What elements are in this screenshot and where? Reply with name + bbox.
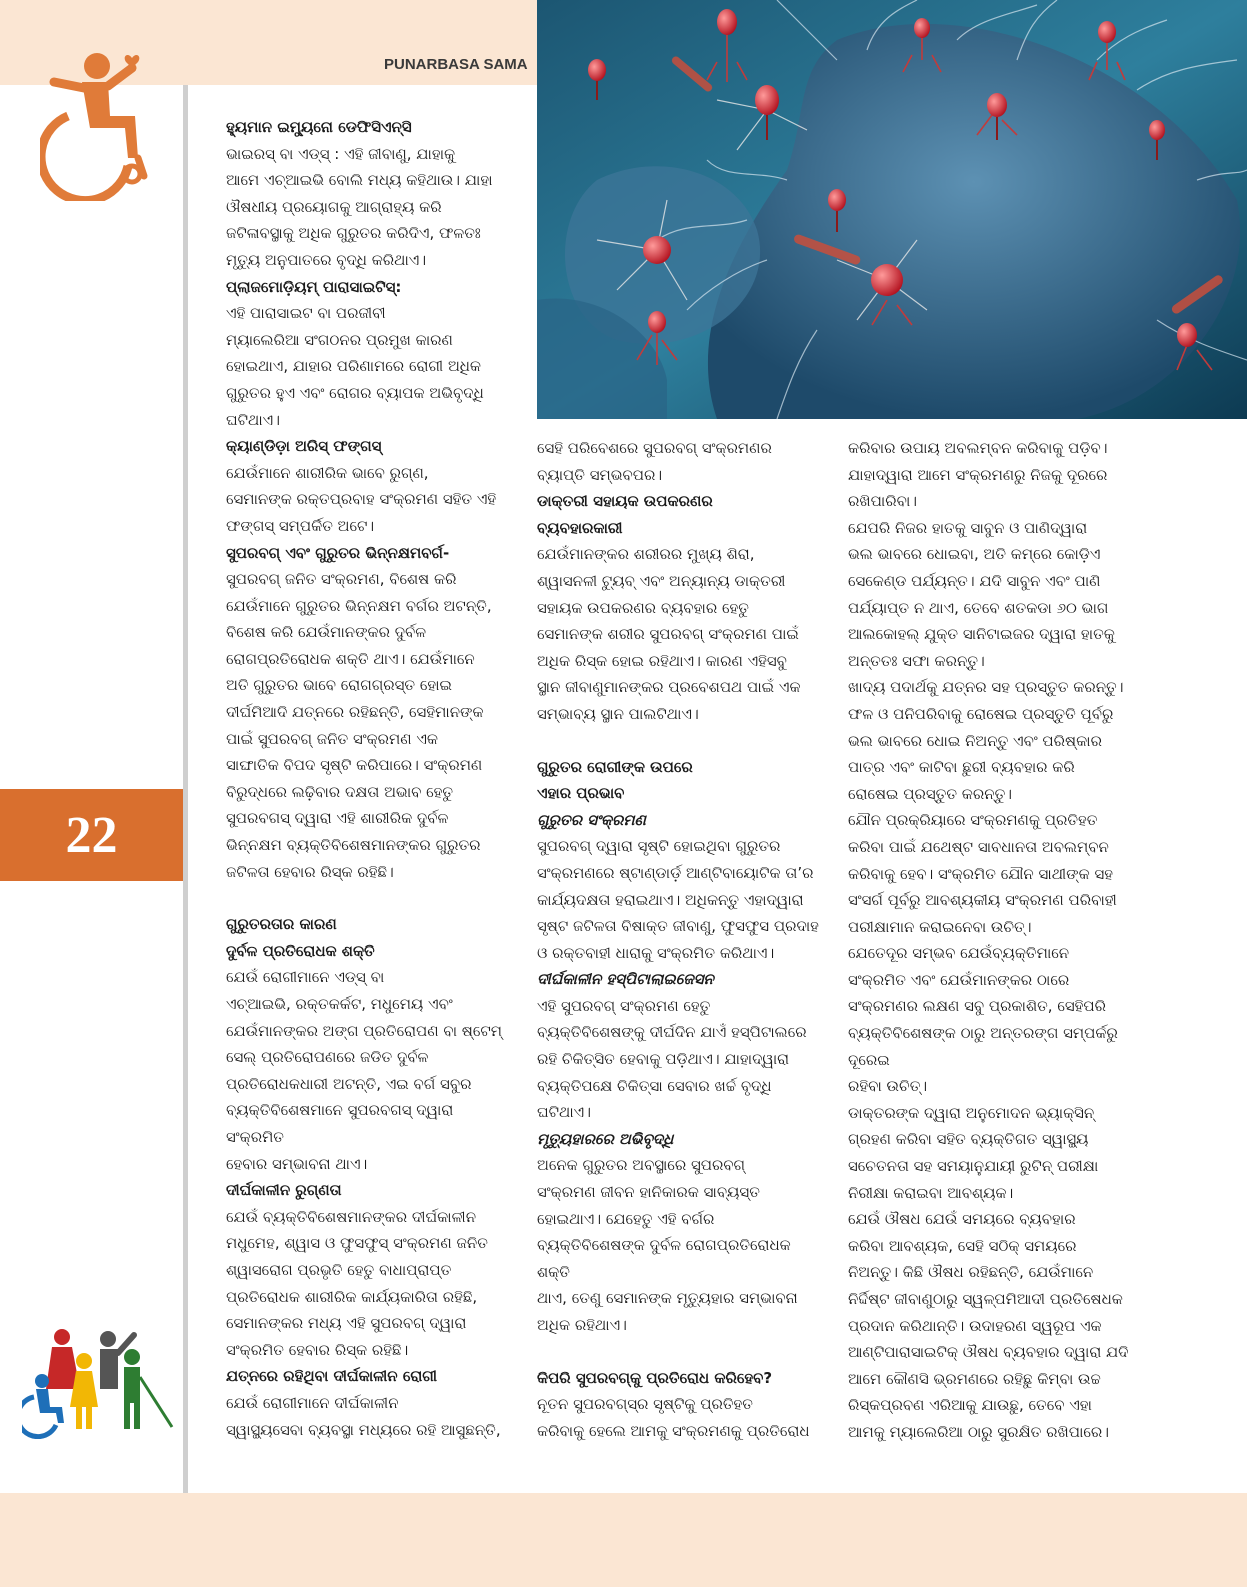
paragraph-gap: [537, 1339, 825, 1365]
text-line: ମୃତ୍ୟୁ ଅନୁପାତରେ ବୃଦ୍ଧି କରିଥାଏ।: [226, 250, 427, 269]
text-line: ଯେଉଁ ଔଷଧ ଯେଉଁ ସମୟରେ ବ୍ୟବହାର: [848, 1210, 1076, 1229]
text-line: ବ୍ୟକ୍ତିବିଶେଷଙ୍କ ଦୁର୍ବଳ ରୋଗପ୍ରତିରୋଧକ ଶକ୍ତି: [537, 1236, 791, 1281]
text-line: ରୋଷେଇ ପ୍ରସ୍ତୁତ କରନ୍ତୁ।: [848, 784, 1013, 803]
text-line: ସଂକ୍ରମଣରେ ଷ୍ଟାଣ୍ଡାର୍ଡ଼ ଆଣ୍ଟିବାୟୋଟିକ ତା’ର: [537, 863, 814, 882]
left-rule: [183, 85, 188, 1493]
text-line: ସହାୟକ ଉପକରଣର ବ୍ୟବହାର ହେତୁ: [537, 598, 749, 617]
text-line: ସଂକ୍ରମିତ ଏବଂ ଯେଉଁମାନଙ୍କର ଠାରେ: [848, 970, 1070, 989]
text-line: ଘଟିଥାଏ।: [537, 1103, 591, 1122]
subheading: ଦୁର୍ବଳ ପ୍ରତିରୋଧକ ଶକ୍ତି: [226, 941, 375, 960]
text-line: ପରୀକ୍ଷାମାନ କରାଇନେବା ଉଚିତ୍।: [848, 917, 1032, 936]
text-line: ପ୍ରଦାନ କରିଥାନ୍ତି। ଉଦାହରଣ ସ୍ୱରୂପ ଏକ: [848, 1316, 1102, 1335]
text-line: ଔଷଧୀୟ ପ୍ରୟୋଗକୁ ଆଗ୍ରାହ୍ୟ କରି: [226, 197, 442, 216]
text-line: ବିଶେଷ କରି ଯେଉଁମାନଙ୍କର ଦୁର୍ବଳ: [226, 623, 427, 642]
text-line: ଯେଉଁମାନେ ଗୁରୁତର ଭିନ୍ନକ୍ଷମ ବର୍ଗର ଅଟନ୍ତି,: [226, 596, 492, 615]
text-line: ଆମକୁ ମ୍ୟାଲେରିଆ ଠାରୁ ସୁରକ୍ଷିତ ରଖିପାରେ।: [848, 1422, 1109, 1441]
text-line: ଯେଉଁମାନେ ଶାରୀରିକ ଭାବେ ରୁଗ୍ଣ,: [226, 463, 429, 482]
text-line: ପର୍ଯ୍ୟାପ୍ତ ନ ଥାଏ, ତେବେ ଶତକଡା ୬୦ ଭାଗ: [848, 598, 1109, 617]
page-number: 22: [65, 806, 118, 864]
text-line: ଶ୍ୱାସରୋଗ ପ୍ରଭୃତି ହେତୁ ବାଧାପ୍ରାପ୍ତ: [226, 1260, 452, 1279]
wheelchair-icon: [40, 46, 160, 201]
subheading: ପ୍ଲାଜମୋଡ଼ିୟମ୍ ପାରାସାଇଟିସ୍:: [226, 277, 402, 296]
text-line: ରିସ୍କପ୍ରବଣ ଏରିଆକୁ ଯାଉଛୁ, ତେବେ ଏହା: [848, 1396, 1092, 1415]
text-line: ଓ ରକ୍ତବାହୀ ଧାରାକୁ ସଂକ୍ରମିତ କରିଥାଏ।: [537, 943, 775, 962]
subheading: ସୁପରବଗ୍ ଏବଂ ଗୁରୁତର ଭିନ୍ନକ୍ଷମବର୍ଗ-: [226, 543, 450, 562]
text-line: ଘଟିଥାଏ।: [226, 410, 280, 429]
text-line: କରିବାକୁ ହେବ। ସଂକ୍ରମିତ ଯୌନ ସାଥୀଙ୍କ ସହ: [848, 864, 1113, 883]
column-3: [848, 435, 1138, 1446]
text-line: ନିରୀକ୍ଷା କରାଇବା ଆବଶ୍ୟକ।: [848, 1183, 1014, 1202]
text-line: ଆଲକୋହଲ୍ ଯୁକ୍ତ ସାନିଟାଇଜର ଦ୍ୱାରା ହାତକୁ: [848, 625, 1115, 644]
text-line: ଭିନ୍ନକ୍ଷମ ବ୍ୟକ୍ତିବିଶେଷମାନଙ୍କର ଗୁରୁତର: [226, 836, 481, 855]
text-line: ଭଲ ଭାବରେ ଧୋଇବା, ଅତି କମ୍‌ରେ କୋଡ଼ିଏ: [848, 545, 1101, 564]
text-line: ସ୍ଥାନ ଜୀବାଣୁମାନଙ୍କର ପ୍ରବେଶପଥ ପାଇଁ ଏକ: [537, 678, 801, 697]
text-line: ଏହି ପାରାସାଇଟ ବା ପରଜୀବୀ: [226, 304, 386, 323]
text-line: ଅନ୍ତତଃ ସଫା କରନ୍ତୁ।: [848, 651, 985, 670]
text-line: ଏଚ୍ଆଇଭି, ରକ୍ତକର୍କଟ, ମଧୁମେୟ ଏବଂ: [226, 995, 453, 1013]
text-line: ନିର୍ଦ୍ଦିଷ୍ଟ ଜୀବାଣୁଠାରୁ ସ୍ୱଳ୍ପମିଆଦୀ ପ୍ରତିଷେଧକ: [848, 1290, 1123, 1308]
text-line: ରହିବା ଉଚିତ୍।: [848, 1077, 928, 1096]
text-line: ସୃଷ୍ଟ ଜଟିଳତା ବିଷାକ୍ତ ଜୀବାଣୁ, ଫୁସଫୁସ ପ୍ରଦାହ: [537, 917, 819, 936]
subheading: ହ୍ୟୁମାନ ଇମ୍ୟୁନୋ ଡେଫିସିଏନ୍ସି: [226, 118, 412, 136]
text-line: ସୁପରବଗ୍ ଦ୍ୱାରା ସୃଷ୍ଟି ହୋଇଥିବା ଗୁରୁତର: [537, 837, 781, 856]
text-line: ଗୁରୁତର ହୁଏ ଏବଂ ରୋଗର ବ୍ୟାପକ ଅଭିବୃଦ୍ଧି: [226, 383, 484, 402]
text-line: ଯେଉଁ ବ୍ୟକ୍ତିବିଶେଷମାନଙ୍କର ଦୀର୍ଘକାଳୀନ: [226, 1207, 477, 1226]
bacteriophage-image: [537, 0, 1247, 419]
text-line: ସୁପରବଗ୍ ଜନିତ ସଂକ୍ରମଣ, ବିଶେଷ କରି: [226, 570, 457, 589]
text-line: ଯେଉଁମାନଙ୍କର ଅଙ୍ଗ ପ୍ରତିରୋପଣ ବା ଷ୍ଟେମ୍: [226, 1021, 502, 1040]
subheading: ଡାକ୍ତରୀ ସହାୟକ ଉପକରଣର: [537, 492, 713, 511]
text-line: ସଂକ୍ରମଣର ଲକ୍ଷଣ ସବୁ ପ୍ରକାଶିତ, ସେହିପରି: [848, 997, 1106, 1016]
text-line: ନୂତନ ସୁପରବଗ୍‌ସ୍‌ର ସୃଷ୍ଟିକୁ ପ୍ରତିହତ: [537, 1395, 753, 1414]
text-line: ଅନେକ ଗୁରୁତର ଅବସ୍ଥାରେ ସୁପରବଗ୍: [537, 1156, 746, 1175]
text-line: ସଂସର୍ଗ ପୂର୍ବରୁ ଆବଶ୍ୟକୀୟ ସଂକ୍ରମଣ ପରିବାହୀ: [848, 891, 1117, 910]
text-line: ସୁପରବଗସ୍ ଦ୍ୱାରା ଏହି ଶାରୀରିକ ଦୁର୍ବଳ: [226, 809, 449, 828]
text-line: ବ୍ୟାପ୍ତି ସମ୍ଭବପର।: [537, 465, 663, 484]
text-line: ସଚେତନତା ସହ ସମୟାନୁଯାୟୀ ରୁଟିନ୍ ପରୀକ୍ଷା: [848, 1157, 1099, 1176]
text-line: ଆମେ ଏଚ୍ଆଇଭି ବୋଲି ମଧ୍ୟ କହିଥାଉ। ଯାହା: [226, 171, 493, 190]
column-2: [537, 435, 825, 1444]
text-line: ସମ୍ଭାବ୍ୟ ସ୍ଥାନ ପାଲଟିଥାଏ।: [537, 704, 699, 723]
text-line: ସ୍ୱାସ୍ଥ୍ୟସେବା ବ୍ୟବସ୍ଥା ମଧ୍ୟରେ ରହି ଆସୁଛନ୍ତି,: [226, 1420, 501, 1439]
text-line: ମ୍ୟାଲେରିଆ ସଂଗଠନର ପ୍ରମୁଖ କାରଣ: [226, 330, 453, 349]
text-line: ଆମେ କୌଣସି ଭ୍ରମଣରେ ରହିଛୁ କିମ୍ବା ଉଚ୍ଚ: [848, 1369, 1101, 1388]
subheading: ମୃତ୍ୟୁହାରରେ ଅଭିବୃଦ୍ଧି: [537, 1129, 674, 1148]
text-line: ଭଲ ଭାବରେ ଧୋଇ ନିଅନ୍ତୁ ଏବଂ ପରିଷ୍କାର: [848, 731, 1102, 750]
subheading: ଗୁରୁତରତାର କାରଣ: [226, 915, 337, 934]
text-line: ସେଲ୍ ପ୍ରତିରୋପଣରେ ଜଡିତ ଦୁର୍ବଳ: [226, 1048, 429, 1067]
text-line: ଯେଉଁ ରୋଗୀମାନେ ଦୀର୍ଘକାଳୀନ: [226, 1393, 399, 1412]
text-line: ପାଇଁ ସୁପରବଗ୍ ଜନିତ ସଂକ୍ରମଣ ଏକ: [226, 729, 438, 748]
page-number-box: [0, 789, 183, 881]
footer-band: [0, 1493, 1247, 1587]
text-line: ସେକେଣ୍ଡ ପର୍ଯ୍ୟନ୍ତ। ଯଦି ସାବୁନ ଏବଂ ପାଣି: [848, 571, 1101, 590]
text-line: ଯେପରି ନିଜର ହାତକୁ ସାବୁନ ଓ ପାଣିଦ୍ୱାରା: [848, 518, 1088, 537]
text-line: କାର୍ଯ୍ୟଦକ୍ଷତା ହରାଇଥାଏ। ଅଧିକନ୍ତୁ ଏହାଦ୍ୱାରା: [537, 890, 804, 909]
text-line: ଆଣ୍ଟିପାରାସାଇଟିକ୍ ଔଷଧ ବ୍ୟବହାର ଦ୍ୱାରା ଯଦି: [848, 1343, 1129, 1362]
text-line: ପାତ୍ର ଏବଂ କାଟିବା ଛୁରୀ ବ୍ୟବହାର କରି: [848, 758, 1075, 777]
text-line: ଯୌନ ପ୍ରକ୍ରିୟାରେ ସଂକ୍ରମଣକୁ ପ୍ରତିହତ: [848, 811, 1098, 830]
text-line: ପ୍ରତିରୋଧକ ଶାରୀରିକ କାର୍ଯ୍ୟକାରିତା ରହିଛି,: [226, 1287, 478, 1306]
text-line: ଦୀର୍ଘମିଆଦି ଯତ୍ନରେ ରହିଛନ୍ତି, ସେହିମାନଙ୍କ: [226, 703, 484, 722]
text-line: ସାଙ୍ଘାତିକ ବିପଦ ସୃଷ୍ଟି କରିପାରେ। ସଂକ୍ରମଣ: [226, 756, 483, 775]
text-line: ଭାଇରସ୍ ବା ଏଡ୍ସ୍ : ଏହି ଜୀବାଣୁ, ଯାହାକୁ: [226, 144, 456, 163]
text-line: ଡାକ୍ତରଙ୍କ ଦ୍ୱାରା ଅନୁମୋଦନ ଭ୍ୟାକ୍ସିନ୍: [848, 1103, 1095, 1122]
publication-title: PUNARBASA SAMA: [384, 56, 528, 73]
text-line: ବ୍ୟକ୍ତିପକ୍ଷେ ଚିକିତ୍ସା ସେବାର ଖର୍ଚ୍ଚ ବୃଦ୍ଧି: [537, 1076, 772, 1095]
text-line: ବ୍ୟକ୍ତିବିଶେଷଙ୍କୁ ଦୀର୍ଘଦିନ ଯାଏଁ ହସ୍ପିଟାଲରେ: [537, 1023, 807, 1042]
text-line: ସଂକ୍ରମିତ ହେବାର ରିସ୍କ ରହିଛି।: [226, 1340, 409, 1359]
text-line: ଅତି ଗୁରୁତର ଭାବେ ରୋଗଗ୍ରସ୍ତ ହୋଇ: [226, 676, 453, 695]
text-line: ଅଧିକ ରହିଥାଏ।: [537, 1316, 627, 1334]
text-line: ଜଟିଳତା ହେବାର ରିସ୍କ ରହିଛି।: [226, 862, 394, 881]
text-line: ଫଙ୍ଗସ୍ ସମ୍ପର୍କିତ ଅଟେ।: [226, 516, 375, 535]
column-1: [226, 114, 516, 1443]
text-line: ସେମାନଙ୍କ ଶରୀର ସୁପରବଗ୍ ସଂକ୍ରମଣ ପାଇଁ: [537, 625, 799, 644]
text-line: ଗ୍ରହଣ କରିବା ସହିତ ବ୍ୟକ୍ତିଗତ ସ୍ୱାସ୍ଥ୍ୟ: [848, 1130, 1089, 1149]
subheading: ଗୁରୁତର ରୋଗୀଙ୍କ ଉପରେ: [537, 757, 693, 776]
subheading: କିପରି ସୁପରବଗ୍‌କୁ ପ୍ରତିରୋଧ କରିହେବ?: [537, 1368, 773, 1387]
text-line: ଅଧିକ ରିସ୍କ ହୋଇ ରହିଥାଏ। କାରଣ ଏହିସବୁ: [537, 651, 787, 670]
text-line: ବ୍ୟକ୍ତିବିଶେଷମାନେ ସୁପରବଗସ୍ ଦ୍ୱାରା ସଂକ୍ରମିତ: [226, 1101, 454, 1146]
text-line: ହେବାର ସମ୍ଭାବନା ଥାଏ।: [226, 1154, 368, 1173]
subheading: ବ୍ୟବହାରକାରୀ: [537, 518, 623, 537]
text-line: ଥାଏ, ତେଣୁ ସେମାନଙ୍କ ମୃତ୍ୟୁହାର ସମ୍ଭାବନା: [537, 1289, 798, 1308]
text-line: ଯେଉଁ ରୋଗୀମାନେ ଏଡ୍ସ୍ ବା: [226, 968, 385, 987]
text-line: ସେମାନଙ୍କ ରକ୍ତପ୍ରବାହ ସଂକ୍ରମଣ ସହିତ ଏହି: [226, 490, 497, 509]
subheading: ଏହାର ପ୍ରଭାବ: [537, 784, 625, 803]
text-line: କରିବାର ଉପାୟ ଅବଲମ୍ବନ କରିବାକୁ ପଡ଼ିବ।: [848, 439, 1108, 457]
text-line: କରିବା ପାଇଁ ଯଥେଷ୍ଟ ସାବଧାନତା ଅବଲମ୍ବନ: [848, 837, 1109, 856]
text-line: ନିଅନ୍ତୁ। କିଛି ଔଷଧ ରହିଛନ୍ତି, ଯେଉଁମାନେ: [848, 1263, 1094, 1282]
accessibility-people-icon: [22, 1327, 182, 1439]
text-line: ରଖିପାରିବା।: [848, 492, 918, 511]
text-line: ଯେତେଦୂର ସମ୍ଭବ ଯେଉଁବ୍ୟକ୍ତିମାନେ: [848, 944, 1070, 963]
paragraph-gap: [537, 728, 825, 754]
text-line: ଶ୍ୱାସନଳୀ ଟ୍ୟୁବ୍ ଏବଂ ଅନ୍ୟାନ୍ୟ ଡାକ୍ତରୀ: [537, 571, 786, 590]
text-line: ସଂକ୍ରମଣ ଜୀବନ ହାନିକାରକ ସାବ୍ୟସ୍ତ: [537, 1183, 760, 1202]
text-line: କରିବା ଆବଶ୍ୟକ, ସେହି ସଠିକ୍ ସମୟରେ: [848, 1236, 1077, 1255]
text-line: ରହି ଚିକିତ୍ସିତ ହେବାକୁ ପଡ଼ିଥାଏ। ଯାହାଦ୍ୱାରା: [537, 1050, 790, 1069]
text-line: କରିବାକୁ ହେଲେ ଆମକୁ ସଂକ୍ରମଣକୁ ପ୍ରତିରୋଧ: [537, 1421, 810, 1440]
text-line: ଏହି ସୁପରବଗ୍ ସଂକ୍ରମଣ ହେତୁ: [537, 996, 711, 1015]
text-line: ଯାହାଦ୍ୱାରା ଆମେ ସଂକ୍ରମଣରୁ ନିଜକୁ ଦୂରରେ: [848, 465, 1108, 484]
subheading: ଦୀର୍ଘକାଳୀନ ରୁଗ୍ଣତା: [226, 1181, 342, 1200]
text-line: ରୋଗପ୍ରତିରୋଧକ ଶକ୍ତି ଥାଏ। ଯେଉଁମାନେ: [226, 649, 475, 668]
subheading: ଦୀର୍ଘକାଳୀନ ହସ୍ପିଟାଲାଇଜେସନ: [537, 970, 714, 989]
text-line: ବିରୁଦ୍ଧରେ ଲଢ଼ିବାର ଦକ୍ଷତା ଅଭାବ ହେତୁ: [226, 782, 454, 801]
text-line: ମଧୁମେହ, ଶ୍ୱାସ ଓ ଫୁସଫୁସ୍ ସଂକ୍ରମଣ ଜନିତ: [226, 1234, 488, 1253]
text-line: ଜଟିଳାବସ୍ଥାକୁ ଅଧିକ ଗୁରୁତର କରିଦିଏ, ଫଳତଃ: [226, 224, 481, 243]
text-line: ଫଳ ଓ ପନିପରିବାକୁ ରୋଷେଇ ପ୍ରସ୍ତୁତି ପୂର୍ବରୁ: [848, 704, 1114, 723]
text-line: ସେମାନଙ୍କର ମଧ୍ୟ ଏହି ସୁପରବଗ୍ ଦ୍ୱାରା: [226, 1314, 467, 1333]
subheading: ଗୁରୁତର ସଂକ୍ରମଣ: [537, 810, 646, 829]
subheading: ଯତ୍ନରେ ରହିଥିବା ଦୀର୍ଘକାଳୀନ ରୋଗୀ: [226, 1367, 438, 1386]
subheading: କ୍ୟାଣ୍ଡିଡ଼ା ଅରିସ୍ ଫଙ୍ଗସ୍: [226, 437, 382, 456]
text-line: ହୋଇଥାଏ। ଯେହେତୁ ଏହି ବର୍ଗର: [537, 1209, 715, 1228]
paragraph-gap: [226, 885, 516, 911]
text-line: ବ୍ୟକ୍ତିବିଶେଷଙ୍କ ଠାରୁ ଅନ୍ତରଙ୍ଗ ସମ୍ପର୍କରୁ ଦୂରେଇ: [848, 1024, 1118, 1069]
text-line: ଖାଦ୍ୟ ପଦାର୍ଥକୁ ଯତ୍ନର ସହ ପ୍ରସ୍ତୁତ କରନ୍ତୁ।: [848, 678, 1124, 697]
text-line: ପ୍ରତିରୋଧକଧାରୀ ଅଟନ୍ତି, ଏଇ ବର୍ଗ ସବୁର: [226, 1074, 472, 1093]
text-line: ସେହି ପରିବେଶରେ ସୁପରବଗ୍ ସଂକ୍ରମଣର: [537, 439, 772, 457]
text-line: ଯେଉଁମାନଙ୍କର ଶରୀରର ମୁଖ୍ୟ ଶିରା,: [537, 545, 755, 564]
text-line: ହୋଇଥାଏ, ଯାହାର ପରିଣାମରେ ରୋଗୀ ଅଧିକ: [226, 357, 482, 376]
